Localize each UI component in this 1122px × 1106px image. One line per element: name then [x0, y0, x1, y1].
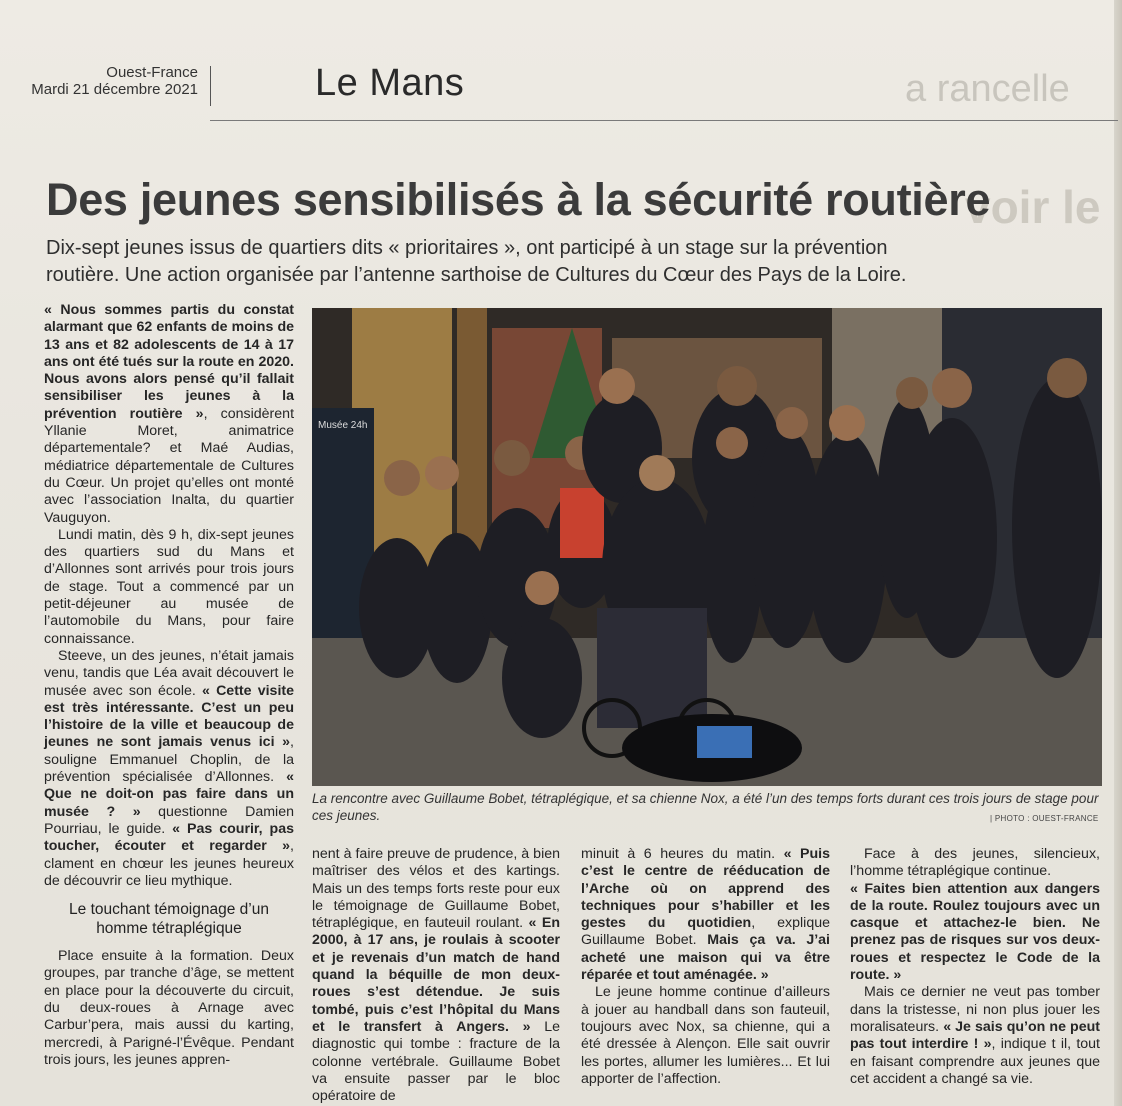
newspaper-name: Ouest-France — [106, 64, 198, 81]
masthead-source — [24, 64, 198, 98]
bleed-through-headline: voir le — [965, 181, 1101, 233]
body-text: nent à faire preuve de prudence, à bien maîtriser des vélos et des kartings. Mais un des temps forts reste pour eux le témoignage de Guillaume Bobet, tétraplégique, en fauteuil roulant. — [312, 846, 560, 932]
publication-date: Mardi 21 décembre 2021 — [31, 81, 198, 98]
article-column-3 — [581, 846, 830, 1088]
body-text: Steeve, un des jeunes, n’était jamais venu, tandis que Léa avait découvert le musée avec son école. — [44, 647, 294, 699]
bleed-through-text: a rancelle — [905, 68, 1070, 110]
body-paragraph: Face à des jeunes, silencieux, l’homme tétraplégique continue. — [850, 846, 1100, 880]
body-text: minuit à 6 heures du matin. — [581, 846, 784, 862]
body-text: , indique t il, tout en faisant comprendre aux jeunes que cet accident a changé sa vie. — [850, 1036, 1100, 1087]
photo-caption: La rencontre avec Guillaume Bobet, tétraplégique, et sa chienne Nox, a été l’un des temps forts durant ces trois jours de stage pour ces jeunes. — [312, 791, 1099, 823]
body-text: , explique Guillaume Bobet. — [581, 915, 831, 949]
article-column-2 — [312, 846, 560, 1105]
body-text: , considèrent Yllanie Moret, animatrice départementale? et Maé Audias, médiatrice départementale de Cultures du Cœur. Un projet qu’elles ont monté avec l’association Inalta, du quartier Vauguyon. — [44, 405, 295, 526]
body-text: questionne Damien Pourriau, le guide. — [44, 803, 294, 837]
body-text: , souligne Emmanuel Choplin, de la prévention spécialisée d’Allonnes. — [44, 734, 294, 786]
header-rule — [210, 120, 1118, 121]
quote-text: « Je sais qu’on ne peut pas tout interdire ! » — [850, 1018, 1100, 1053]
article-headline: Des jeunes sensibilisés à la sécurité routière — [46, 174, 991, 225]
body-paragraph: Lundi matin, dès 9 h, dix-sept jeunes des quartiers sud du Mans et d’Allonnes sont arrivés pour trois jours de stage. Tout a commencé par un petit-déjeuner au musée de l’automobile du Mans, pour faire connaissance. — [44, 526, 294, 647]
quote-text: « Puis c’est le centre de rééducation de l’Arche où on apprend des techniques pour s’habiller et les gestes du quotidien — [581, 846, 830, 932]
quote-text: « Que ne doit-on pas faire dans un musée ? » — [44, 769, 294, 820]
section-title: Le Mans — [315, 62, 465, 104]
quote-text: « Cette visite est très intéressante. C’est un peu l’histoire de la ville et beaucoup de jeunes ne sont jamais venus ici » — [44, 682, 294, 751]
article-subhead: Le touchant témoignage d’un homme tétraplégique — [69, 901, 269, 938]
article-photo — [312, 308, 1102, 786]
page-fold — [1114, 0, 1122, 1106]
quote-text: « En 2000, à 17 ans, je roulais à scooter et je revenais d’un match de hand quand la béquille de mon deux-roues s’est détendue. Je suis tombé, puis c’est l’hôpital du Mans et le transfert à Angers. » — [312, 915, 560, 1035]
article-deck: Dix-sept jeunes issus de quartiers dits « prioritaires », ont participé à un stage sur la prévention routière. Une action organisée par l’antenne sarthoise de Cultures du Cœur des Pays de la Loire. — [46, 237, 907, 286]
quote-text: « Faites bien attention aux dangers de la route. Roulez toujours avec un casque et attachez-le bien. Ne prenez pas de risques sur vos deux-roues et respectez le Code de la route. » — [850, 880, 1100, 984]
article-column-4 — [850, 846, 1100, 1088]
body-text: Le diagnostic qui tombe : fracture de la colonne vertébrale. Guillaume Bobet va ensuite passer par le bloc opératoire de — [312, 1018, 560, 1105]
body-paragraph: Place ensuite à la formation. Deux groupes, par tranche d’âge, se mettent en place pour la découverte du circuit, du deux-roues à Arnage avec Carbur’pera, mais aussi du karting, mercredi, à Parigné-l’Évêque. Pendant trois jours, les jeunes appren- — [44, 948, 294, 1068]
quote-text: « Nous sommes partis du constat alarmant que 62 enfants de moins de 13 ans et 82 adolescents de 14 à 17 ans ont été tués sur la route en 2020. Nous avons alors pensé qu’il fallait sensibiliser les jeunes à la prévention routière » — [44, 302, 294, 422]
header-divider — [210, 66, 211, 106]
museum-sign: Musée 24h — [318, 420, 368, 431]
article-column-1 — [44, 302, 294, 1069]
group-photo-illustration — [312, 308, 1102, 786]
body-text: Mais ce dernier ne veut pas tomber dans la tristesse, ni non plus jouer les moralisateurs. — [850, 984, 1100, 1035]
quote-text: « Pas courir, pas toucher, écouter et regarder » — [44, 820, 294, 855]
body-text: , clament en chœur les jeunes heureux de découvrir ce lieu mythique. — [44, 838, 294, 889]
quote-text: Mais ça va. J’ai acheté une maison qui va être réparée et tout aménagée. » — [581, 932, 830, 984]
body-paragraph: Le jeune homme continue d’ailleurs à jouer au handball dans son fauteuil, toujours avec Nox, sa chienne, qui a été dressée à Alençon. Elle sait ouvrir les portes, allumer les lumières... Et lui apporter de l’affection. — [581, 984, 830, 1087]
photo-credit: | PHOTO : OUEST-FRANCE — [990, 814, 1099, 823]
